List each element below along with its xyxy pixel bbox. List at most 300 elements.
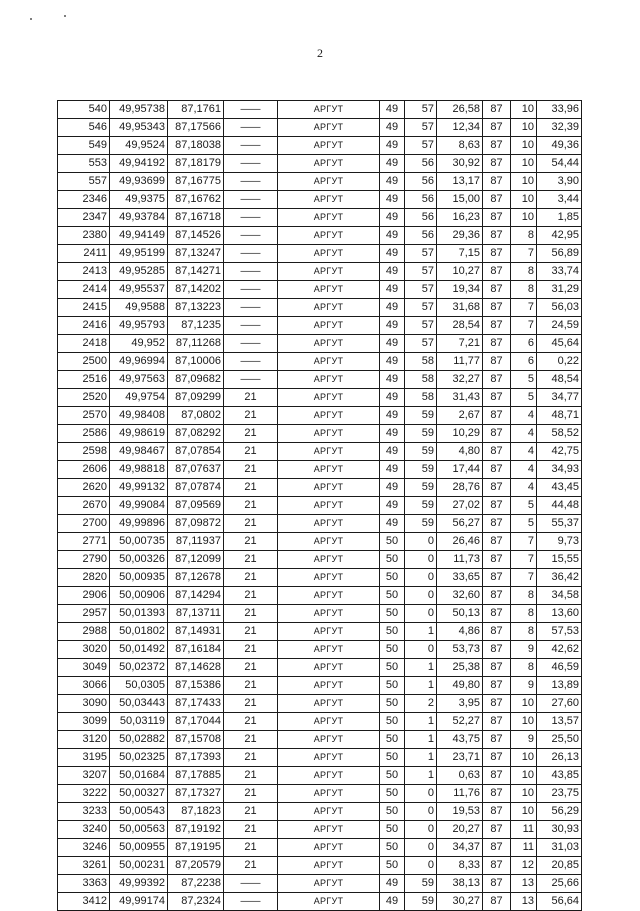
point-id-cell: 2380 [58,227,110,245]
code-cell: 21 [224,839,278,857]
coordinates-table [57,100,582,911]
latitude-cell: 50,00327 [110,785,168,803]
lon-degrees-cell: 87 [483,479,511,497]
lon-degrees-cell: 87 [483,209,511,227]
point-id-cell: 3120 [58,731,110,749]
lat-minutes-cell: 59 [405,443,437,461]
name-cell: АРГУТ [278,371,380,389]
lat-minutes-cell: 59 [405,497,437,515]
code-cell: 21 [224,785,278,803]
lon-degrees-cell: 87 [483,533,511,551]
lat-seconds-cell: 7,21 [437,335,483,353]
lon-degrees-cell: 87 [483,677,511,695]
lon-degrees-cell: 87 [483,371,511,389]
lat-degrees-cell: 49 [380,875,405,893]
lat-minutes-cell: 56 [405,191,437,209]
longitude-cell: 87,09872 [168,515,224,533]
name-cell: АРГУТ [278,389,380,407]
code-cell: —— [224,263,278,281]
lat-seconds-cell: 2,67 [437,407,483,425]
lon-degrees-cell: 87 [483,785,511,803]
latitude-cell: 50,0305 [110,677,168,695]
lat-degrees-cell: 49 [380,893,405,911]
lon-minutes-cell: 10 [511,191,537,209]
lat-minutes-cell: 59 [405,461,437,479]
lon-minutes-cell: 8 [511,263,537,281]
lat-degrees-cell: 49 [380,497,405,515]
table-row [58,713,582,731]
code-cell: —— [224,875,278,893]
scan-speck [64,15,66,17]
lat-degrees-cell: 50 [380,623,405,641]
lon-seconds-cell: 27,60 [537,695,582,713]
lon-minutes-cell: 11 [511,821,537,839]
lat-degrees-cell: 49 [380,155,405,173]
table-row [58,677,582,695]
table-row [58,191,582,209]
latitude-cell: 49,95343 [110,119,168,137]
lat-minutes-cell: 58 [405,353,437,371]
code-cell: 21 [224,569,278,587]
latitude-cell: 49,99392 [110,875,168,893]
table-row [58,515,582,533]
latitude-cell: 50,01684 [110,767,168,785]
longitude-cell: 87,11937 [168,533,224,551]
table-row [58,155,582,173]
lon-degrees-cell: 87 [483,173,511,191]
code-cell: 21 [224,623,278,641]
lon-seconds-cell: 13,57 [537,713,582,731]
lon-minutes-cell: 4 [511,407,537,425]
lat-degrees-cell: 50 [380,569,405,587]
lat-minutes-cell: 1 [405,713,437,731]
name-cell: АРГУТ [278,335,380,353]
lat-minutes-cell: 1 [405,767,437,785]
table-row [58,497,582,515]
lat-seconds-cell: 4,80 [437,443,483,461]
point-id-cell: 2957 [58,605,110,623]
name-cell: АРГУТ [278,425,380,443]
latitude-cell: 49,9588 [110,299,168,317]
lon-degrees-cell: 87 [483,407,511,425]
lat-minutes-cell: 58 [405,371,437,389]
point-id-cell: 3090 [58,695,110,713]
latitude-cell: 50,02325 [110,749,168,767]
code-cell: 21 [224,533,278,551]
table-row [58,173,582,191]
lon-minutes-cell: 7 [511,299,537,317]
name-cell: АРГУТ [278,677,380,695]
lon-degrees-cell: 87 [483,749,511,767]
lon-minutes-cell: 7 [511,533,537,551]
latitude-cell: 50,00735 [110,533,168,551]
longitude-cell: 87,14628 [168,659,224,677]
lat-seconds-cell: 32,60 [437,587,483,605]
lat-minutes-cell: 57 [405,317,437,335]
lat-seconds-cell: 23,71 [437,749,483,767]
code-cell: 21 [224,587,278,605]
lat-degrees-cell: 49 [380,317,405,335]
lon-seconds-cell: 3,44 [537,191,582,209]
name-cell: АРГУТ [278,443,380,461]
lon-seconds-cell: 34,58 [537,587,582,605]
lat-seconds-cell: 8,63 [437,137,483,155]
lon-seconds-cell: 24,59 [537,317,582,335]
lat-degrees-cell: 49 [380,281,405,299]
table-row [58,119,582,137]
longitude-cell: 87,09569 [168,497,224,515]
point-id-cell: 553 [58,155,110,173]
lat-minutes-cell: 59 [405,875,437,893]
lat-seconds-cell: 27,02 [437,497,483,515]
code-cell: 21 [224,479,278,497]
longitude-cell: 87,18179 [168,155,224,173]
lon-seconds-cell: 34,93 [537,461,582,479]
lon-seconds-cell: 57,53 [537,623,582,641]
table-row [58,641,582,659]
point-id-cell: 3222 [58,785,110,803]
lon-seconds-cell: 26,13 [537,749,582,767]
lat-seconds-cell: 31,68 [437,299,483,317]
name-cell: АРГУТ [278,623,380,641]
lon-seconds-cell: 9,73 [537,533,582,551]
name-cell: АРГУТ [278,533,380,551]
longitude-cell: 87,16184 [168,641,224,659]
latitude-cell: 50,00231 [110,857,168,875]
longitude-cell: 87,1761 [168,101,224,119]
lon-minutes-cell: 9 [511,677,537,695]
code-cell: 21 [224,857,278,875]
latitude-cell: 49,94192 [110,155,168,173]
point-id-cell: 2670 [58,497,110,515]
lat-seconds-cell: 11,73 [437,551,483,569]
lon-minutes-cell: 4 [511,425,537,443]
lat-minutes-cell: 56 [405,227,437,245]
lon-seconds-cell: 54,44 [537,155,582,173]
lon-degrees-cell: 87 [483,191,511,209]
name-cell: АРГУТ [278,155,380,173]
lon-degrees-cell: 87 [483,155,511,173]
table-row [58,569,582,587]
lon-minutes-cell: 10 [511,785,537,803]
lon-degrees-cell: 87 [483,497,511,515]
lat-degrees-cell: 50 [380,695,405,713]
lat-degrees-cell: 50 [380,533,405,551]
longitude-cell: 87,14931 [168,623,224,641]
lon-seconds-cell: 31,29 [537,281,582,299]
name-cell: АРГУТ [278,731,380,749]
latitude-cell: 49,98619 [110,425,168,443]
lon-minutes-cell: 5 [511,497,537,515]
name-cell: АРГУТ [278,353,380,371]
code-cell: —— [224,317,278,335]
lon-degrees-cell: 87 [483,317,511,335]
lat-seconds-cell: 12,34 [437,119,483,137]
lon-degrees-cell: 87 [483,245,511,263]
point-id-cell: 557 [58,173,110,191]
lat-degrees-cell: 49 [380,245,405,263]
lon-degrees-cell: 87 [483,623,511,641]
lat-degrees-cell: 50 [380,713,405,731]
lon-seconds-cell: 48,54 [537,371,582,389]
name-cell: АРГУТ [278,101,380,119]
lon-minutes-cell: 10 [511,101,537,119]
point-id-cell: 3246 [58,839,110,857]
lon-minutes-cell: 7 [511,317,537,335]
lat-degrees-cell: 49 [380,515,405,533]
name-cell: АРГУТ [278,191,380,209]
point-id-cell: 2411 [58,245,110,263]
lat-minutes-cell: 0 [405,587,437,605]
point-id-cell: 2606 [58,461,110,479]
lat-seconds-cell: 33,65 [437,569,483,587]
lat-minutes-cell: 0 [405,551,437,569]
table-row [58,821,582,839]
lon-minutes-cell: 8 [511,587,537,605]
lon-degrees-cell: 87 [483,353,511,371]
code-cell: —— [224,335,278,353]
code-cell: 21 [224,677,278,695]
lon-minutes-cell: 4 [511,479,537,497]
longitude-cell: 87,15708 [168,731,224,749]
point-id-cell: 2988 [58,623,110,641]
latitude-cell: 49,95738 [110,101,168,119]
point-id-cell: 2416 [58,317,110,335]
point-id-cell: 2415 [58,299,110,317]
lon-degrees-cell: 87 [483,281,511,299]
lat-minutes-cell: 1 [405,749,437,767]
lat-degrees-cell: 49 [380,119,405,137]
lat-seconds-cell: 38,13 [437,875,483,893]
lon-degrees-cell: 87 [483,443,511,461]
lon-seconds-cell: 33,96 [537,101,582,119]
code-cell: 21 [224,551,278,569]
code-cell: 21 [224,695,278,713]
code-cell: 21 [224,425,278,443]
code-cell: —— [224,119,278,137]
lat-minutes-cell: 0 [405,569,437,587]
lat-minutes-cell: 56 [405,173,437,191]
lon-minutes-cell: 4 [511,443,537,461]
code-cell: 21 [224,389,278,407]
lon-minutes-cell: 10 [511,695,537,713]
longitude-cell: 87,17433 [168,695,224,713]
lat-degrees-cell: 50 [380,677,405,695]
longitude-cell: 87,18038 [168,137,224,155]
lat-degrees-cell: 49 [380,389,405,407]
longitude-cell: 87,19195 [168,839,224,857]
latitude-cell: 49,99896 [110,515,168,533]
longitude-cell: 87,13223 [168,299,224,317]
point-id-cell: 2700 [58,515,110,533]
latitude-cell: 49,95537 [110,281,168,299]
table-body [58,101,582,911]
code-cell: 21 [224,641,278,659]
latitude-cell: 50,01393 [110,605,168,623]
table-row [58,749,582,767]
lat-degrees-cell: 50 [380,785,405,803]
name-cell: АРГУТ [278,893,380,911]
lon-degrees-cell: 87 [483,839,511,857]
lat-degrees-cell: 49 [380,479,405,497]
lat-minutes-cell: 57 [405,137,437,155]
lon-degrees-cell: 87 [483,263,511,281]
lat-seconds-cell: 26,46 [437,533,483,551]
latitude-cell: 50,01492 [110,641,168,659]
lon-degrees-cell: 87 [483,713,511,731]
table-row [58,893,582,911]
name-cell: АРГУТ [278,659,380,677]
latitude-cell: 49,952 [110,335,168,353]
code-cell: 21 [224,713,278,731]
latitude-cell: 49,99084 [110,497,168,515]
lon-minutes-cell: 10 [511,803,537,821]
point-id-cell: 2620 [58,479,110,497]
lon-minutes-cell: 8 [511,281,537,299]
longitude-cell: 87,14202 [168,281,224,299]
name-cell: АРГУТ [278,605,380,623]
longitude-cell: 87,09299 [168,389,224,407]
lon-seconds-cell: 56,64 [537,893,582,911]
name-cell: АРГУТ [278,749,380,767]
code-cell: 21 [224,659,278,677]
lat-minutes-cell: 1 [405,677,437,695]
code-cell: 21 [224,497,278,515]
longitude-cell: 87,19192 [168,821,224,839]
latitude-cell: 50,00563 [110,821,168,839]
code-cell: 21 [224,461,278,479]
lon-minutes-cell: 9 [511,731,537,749]
lat-degrees-cell: 50 [380,659,405,677]
lat-seconds-cell: 32,27 [437,371,483,389]
code-cell: 21 [224,605,278,623]
lon-degrees-cell: 87 [483,875,511,893]
point-id-cell: 2346 [58,191,110,209]
table-row [58,263,582,281]
longitude-cell: 87,17393 [168,749,224,767]
longitude-cell: 87,07854 [168,443,224,461]
lat-seconds-cell: 43,75 [437,731,483,749]
code-cell: 21 [224,803,278,821]
lon-minutes-cell: 5 [511,515,537,533]
lon-seconds-cell: 42,75 [537,443,582,461]
table-row [58,371,582,389]
name-cell: АРГУТ [278,281,380,299]
longitude-cell: 87,14526 [168,227,224,245]
table-row [58,407,582,425]
page-number: 2 [317,46,323,60]
table-row [58,767,582,785]
longitude-cell: 87,16775 [168,173,224,191]
lon-degrees-cell: 87 [483,119,511,137]
lon-minutes-cell: 12 [511,857,537,875]
point-id-cell: 3099 [58,713,110,731]
lat-seconds-cell: 19,53 [437,803,483,821]
lat-degrees-cell: 50 [380,803,405,821]
lat-minutes-cell: 57 [405,119,437,137]
table-row [58,839,582,857]
longitude-cell: 87,17327 [168,785,224,803]
point-id-cell: 2586 [58,425,110,443]
lon-degrees-cell: 87 [483,893,511,911]
latitude-cell: 49,93784 [110,209,168,227]
latitude-cell: 50,00935 [110,569,168,587]
lat-seconds-cell: 7,15 [437,245,483,263]
code-cell: —— [224,173,278,191]
code-cell: —— [224,137,278,155]
point-id-cell: 3195 [58,749,110,767]
lat-minutes-cell: 0 [405,803,437,821]
lon-degrees-cell: 87 [483,767,511,785]
point-id-cell: 3066 [58,677,110,695]
lon-seconds-cell: 15,55 [537,551,582,569]
lon-minutes-cell: 13 [511,875,537,893]
name-cell: АРГУТ [278,317,380,335]
lon-degrees-cell: 87 [483,821,511,839]
lat-degrees-cell: 50 [380,821,405,839]
code-cell: —— [224,227,278,245]
lat-degrees-cell: 50 [380,767,405,785]
point-id-cell: 2906 [58,587,110,605]
lat-seconds-cell: 10,29 [437,425,483,443]
lon-minutes-cell: 8 [511,659,537,677]
point-id-cell: 3261 [58,857,110,875]
point-id-cell: 540 [58,101,110,119]
lat-degrees-cell: 49 [380,263,405,281]
name-cell: АРГУТ [278,785,380,803]
lon-minutes-cell: 13 [511,893,537,911]
latitude-cell: 50,03119 [110,713,168,731]
table-row [58,803,582,821]
latitude-cell: 49,9375 [110,191,168,209]
latitude-cell: 50,03443 [110,695,168,713]
name-cell: АРГУТ [278,137,380,155]
lat-degrees-cell: 50 [380,605,405,623]
name-cell: АРГУТ [278,119,380,137]
lat-degrees-cell: 49 [380,101,405,119]
longitude-cell: 87,14271 [168,263,224,281]
code-cell: 21 [224,821,278,839]
name-cell: АРГУТ [278,641,380,659]
lon-seconds-cell: 36,42 [537,569,582,587]
table-row [58,731,582,749]
latitude-cell: 50,00326 [110,551,168,569]
lat-degrees-cell: 49 [380,173,405,191]
table-row [58,857,582,875]
longitude-cell: 87,10006 [168,353,224,371]
name-cell: АРГУТ [278,875,380,893]
lat-degrees-cell: 50 [380,587,405,605]
table-row [58,533,582,551]
name-cell: АРГУТ [278,209,380,227]
name-cell: АРГУТ [278,803,380,821]
code-cell: 21 [224,443,278,461]
lon-degrees-cell: 87 [483,299,511,317]
table-row [58,587,582,605]
lat-degrees-cell: 49 [380,227,405,245]
lon-seconds-cell: 45,64 [537,335,582,353]
code-cell: —— [224,353,278,371]
lat-seconds-cell: 53,73 [437,641,483,659]
name-cell: АРГУТ [278,263,380,281]
lat-degrees-cell: 49 [380,209,405,227]
lat-seconds-cell: 19,34 [437,281,483,299]
lat-seconds-cell: 28,54 [437,317,483,335]
name-cell: АРГУТ [278,695,380,713]
lat-degrees-cell: 49 [380,137,405,155]
lon-degrees-cell: 87 [483,515,511,533]
lat-minutes-cell: 0 [405,641,437,659]
